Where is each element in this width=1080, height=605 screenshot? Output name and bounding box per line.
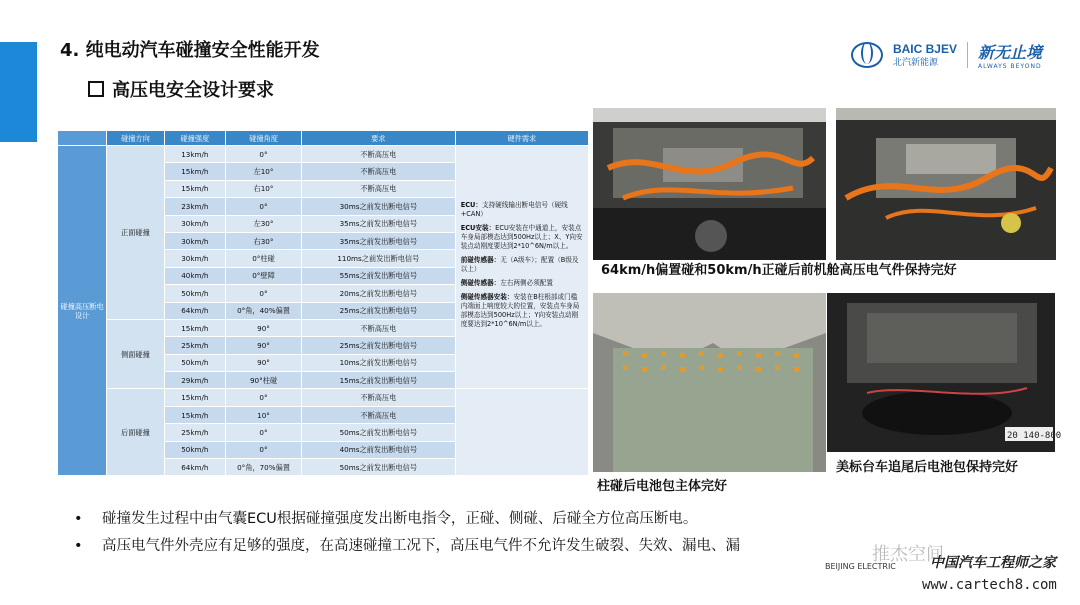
main-category-cell: 碰撞高压断电设计 (58, 146, 107, 476)
marker-dot (737, 365, 742, 370)
direction-group-side: 侧面碰撞 (107, 319, 164, 389)
logo-brand: BAIC BJEV (892, 41, 957, 56)
hardware-item (461, 293, 583, 329)
hardware-item-text: 支持硬线输出断电信号（硬线+CAN） (460, 200, 568, 218)
direction-group-front: 正面碰撞 (107, 146, 164, 320)
cell-speed: 30km/h (164, 232, 226, 249)
marker-dot (623, 365, 628, 370)
marker-dot (680, 353, 685, 358)
logo-divider (967, 42, 968, 68)
hardware-item-text: ECU安装在中通道上，安装点车身局部模态达到500Hz以上；X、Y向安装点动刚度要达到2*10^6N/m以上。 (460, 223, 583, 250)
marker-dot (661, 351, 666, 356)
cell-requirement: 50ms之前发出断电信号 (301, 424, 455, 441)
marker-dot (699, 365, 704, 370)
cell-angle: 0°角，40%偏置 (226, 302, 302, 319)
cell-speed: 30km/h (164, 215, 226, 232)
hardware-item (461, 256, 583, 274)
cell-speed: 25km/h (164, 337, 226, 354)
hardware-item-title: 前碰传感器： (460, 255, 501, 264)
col-header-angle: 碰撞角度 (226, 131, 302, 146)
direction-group-rear: 后面碰撞 (107, 389, 164, 476)
photo-front-engine-bay-2 (836, 108, 1056, 260)
bullet-item-2 (74, 533, 740, 560)
marker-dot (623, 351, 628, 356)
cell-angle: 0° (226, 424, 302, 441)
cell-angle: 右30° (226, 232, 302, 249)
bullet-list (74, 506, 740, 560)
table-header-row (58, 131, 589, 146)
cell-speed: 64km/h (164, 459, 226, 476)
cell-speed: 29km/h (164, 372, 226, 389)
checkbox-square-icon (88, 81, 104, 97)
marker-dot (756, 367, 761, 372)
caption-front-photos: 64km/h偏置碰和50km/h正碰后前机舱高压电气件保持完好 (601, 263, 957, 278)
watermark-text: 推杰空间 (872, 544, 944, 565)
cell-angle: 0°柱碰 (226, 250, 302, 267)
cell-angle: 右10° (226, 180, 302, 197)
cell-angle: 10° (226, 406, 302, 423)
cell-speed: 25km/h (164, 424, 226, 441)
hardware-empty-cell (455, 389, 588, 476)
cell-requirement: 不断高压电 (301, 163, 455, 180)
bullet-text-2: 高压电气件外壳应有足够的强度，在高速碰撞工况下，高压电气件不允许发生破裂、失效、漏电、漏 (102, 538, 740, 554)
bullet-dot-icon: • (74, 511, 83, 527)
cell-requirement: 15ms之前发出断电信号 (301, 372, 455, 389)
cell-requirement: 20ms之前发出断电信号 (301, 285, 455, 302)
col-header-speed: 碰撞强度 (164, 131, 226, 146)
bullet-item-1 (74, 506, 740, 533)
footer-company: BEIJING ELECTRIC (825, 562, 896, 571)
table-row (58, 146, 589, 163)
cell-speed: 30km/h (164, 250, 226, 267)
bullet-text-1: 碰撞发生过程中由气囊ECU根据碰撞强度发出断电指令，正碰、侧碰、后碰全方位高压断电。 (102, 511, 698, 527)
cell-requirement: 35ms之前发出断电信号 (301, 232, 455, 249)
bullet-dot-icon: • (74, 538, 83, 554)
marker-dot (718, 367, 723, 372)
logo-slogan-en: ALWAYS BEYOND (977, 63, 1042, 70)
cell-speed: 13km/h (164, 146, 226, 163)
hardware-item-title: ECU： (460, 200, 482, 209)
watermark-url: www.cartech8.com (922, 577, 1057, 593)
hardware-item-title: ECU安装： (460, 223, 496, 232)
cell-requirement: 不断高压电 (301, 389, 455, 406)
cell-speed: 15km/h (164, 180, 226, 197)
cell-speed: 50km/h (164, 354, 226, 371)
cell-requirement: 25ms之前发出断电信号 (301, 337, 455, 354)
subtitle-text: 高压电安全设计要求 (112, 80, 274, 101)
marker-dot (756, 353, 761, 358)
cell-angle: 90° (226, 354, 302, 371)
caption-rear-battery: 美标台车追尾后电池包保持完好 (836, 460, 1019, 475)
section-subtitle (88, 76, 274, 102)
photo-front-engine-bay-1 (593, 108, 826, 260)
marker-dot (680, 367, 685, 372)
cell-requirement: 110ms之前发出断电信号 (301, 250, 455, 267)
hardware-item-text: 安装在B柱根部或门槛内端面上响度较大的位置，安装点车身局部模态达到500Hz以上；Y向安装点动刚度要达到2*10^6N/m以上。 (460, 292, 580, 328)
marker-dot (642, 367, 647, 372)
logo-brand-cn: 北汽新能源 (892, 57, 938, 68)
marker-dot (775, 365, 780, 370)
marker-dot (642, 353, 647, 358)
bjev-logo-icon (851, 42, 883, 68)
cell-speed: 15km/h (164, 389, 226, 406)
cell-angle: 左10° (226, 163, 302, 180)
cell-speed: 15km/h (164, 319, 226, 336)
cell-requirement: 35ms之前发出断电信号 (301, 215, 455, 232)
hardware-requirements-cell (455, 146, 588, 389)
table-row (58, 389, 589, 406)
hardware-item-text: 无（A级车）；配置（B级及以上） (460, 255, 579, 273)
cell-requirement: 55ms之前发出断电信号 (301, 267, 455, 284)
hardware-item (461, 279, 583, 288)
hardware-item (461, 201, 583, 219)
marker-dot (699, 351, 704, 356)
cell-angle: 90° (226, 319, 302, 336)
hardware-item-text: 左右两侧必须配置 (500, 278, 553, 287)
cell-requirement: 不断高压电 (301, 406, 455, 423)
cell-requirement: 40ms之前发出断电信号 (301, 441, 455, 458)
cell-angle: 左30° (226, 215, 302, 232)
cell-angle: 0° (226, 441, 302, 458)
col-header-direction: 碰撞方向 (107, 131, 164, 146)
cell-angle: 0°壁障 (226, 267, 302, 284)
cell-requirement: 不断高压电 (301, 180, 455, 197)
cell-requirement: 25ms之前发出断电信号 (301, 302, 455, 319)
logo-slogan: 新无止境 (977, 43, 1042, 62)
cell-requirement: 10ms之前发出断电信号 (301, 354, 455, 371)
crash-spec-table (57, 130, 589, 476)
cell-speed: 23km/h (164, 198, 226, 215)
cell-speed: 15km/h (164, 163, 226, 180)
cell-requirement: 50ms之前发出断电信号 (301, 459, 455, 476)
accent-bar (0, 42, 37, 142)
page-title: 4. 纯电动汽车碰撞安全性能开发 (60, 40, 320, 61)
cell-angle: 0° (226, 389, 302, 406)
cell-speed: 50km/h (164, 285, 226, 302)
marker-dot (794, 367, 799, 372)
table-corner (58, 131, 107, 146)
hardware-item (461, 224, 583, 251)
cell-speed: 40km/h (164, 267, 226, 284)
marker-dot (794, 353, 799, 358)
cell-angle: 0° (226, 198, 302, 215)
cell-requirement: 30ms之前发出断电信号 (301, 198, 455, 215)
watermark-site-name: 中国汽车工程师之家 (930, 555, 1056, 571)
cell-angle: 90°柱碰 (226, 372, 302, 389)
photo-rear-battery (827, 293, 1062, 452)
hardware-item-title: 侧碰传感器安装： (460, 292, 514, 301)
marker-dot (718, 353, 723, 358)
cell-angle: 0°角，70%偏置 (226, 459, 302, 476)
cell-angle: 0° (226, 285, 302, 302)
cell-speed: 64km/h (164, 302, 226, 319)
cell-angle: 0° (226, 146, 302, 163)
marker-dot (737, 351, 742, 356)
caption-pole-battery: 柱碰后电池包主体完好 (597, 479, 728, 494)
photo-pole-battery (593, 293, 826, 472)
col-header-requirement: 要求 (301, 131, 455, 146)
cell-speed: 50km/h (164, 441, 226, 458)
marker-dot (775, 351, 780, 356)
cell-speed: 15km/h (164, 406, 226, 423)
col-header-hardware: 硬件需求 (455, 131, 588, 146)
marker-dot (661, 365, 666, 370)
cell-requirement: 不断高压电 (301, 319, 455, 336)
cell-angle: 90° (226, 337, 302, 354)
brand-logo (851, 40, 1042, 70)
cell-requirement: 不断高压电 (301, 146, 455, 163)
photo-stamp: 20 140-800 (1007, 431, 1062, 441)
hardware-item-title: 侧碰传感器： (460, 278, 501, 287)
